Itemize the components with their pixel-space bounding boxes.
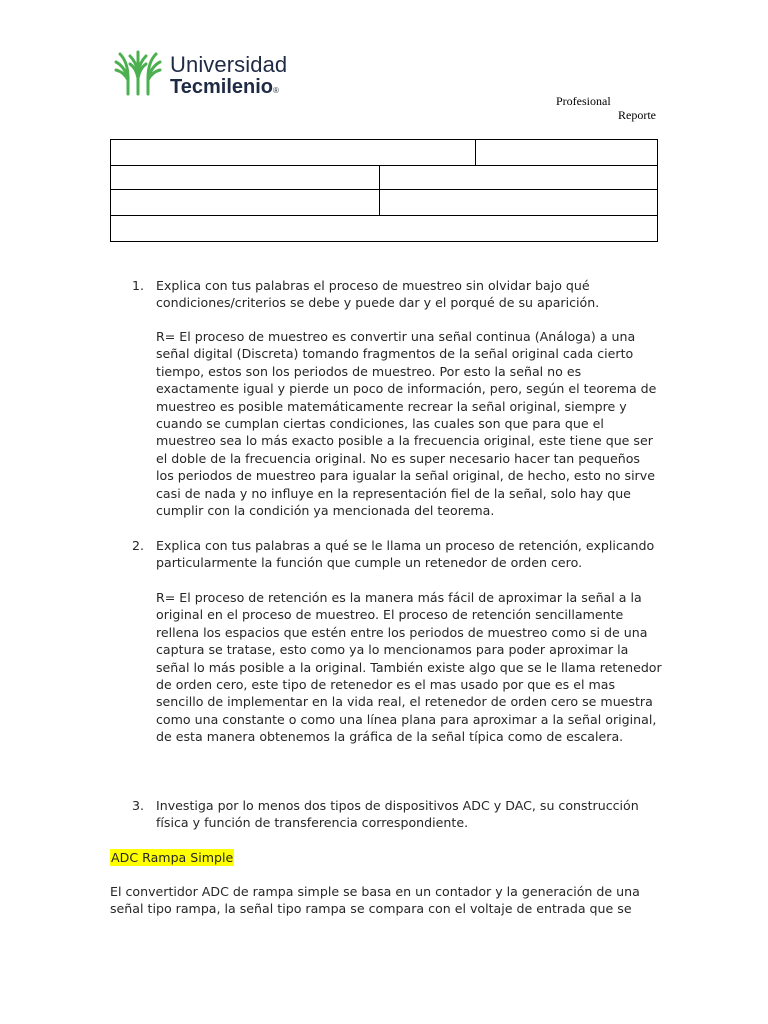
table-cell-divider (475, 140, 476, 165)
header-reporte: Reporte (618, 108, 656, 122)
logo-text-universidad: Universidad (170, 52, 288, 77)
tecmilenio-mark-icon (114, 48, 164, 98)
table-cell-divider (379, 165, 380, 189)
header-info-table (110, 139, 658, 242)
table-row (110, 139, 658, 166)
section-paragraph: El convertidor ADC de rampa simple se basa en un contador y la generación de una señal tipo rampa, la señal tipo rampa se compara con el voltaje de entrada que se (110, 884, 640, 917)
question-3: Investiga por lo menos dos tipos de dispositivos ADC y DAC, su construcción física y función de transferencia correspondiente. (156, 798, 639, 831)
section-heading-highlighted: ADC Rampa Simple (111, 850, 234, 865)
question-1: Explica con tus palabras el proceso de muestreo sin olvidar bajo qué condiciones/criterios se debe y puede dar y el porqué de su aparición. (156, 278, 600, 311)
table-row (110, 216, 658, 242)
list-number-2: 2. (132, 538, 145, 553)
answer-1: R= El proceso de muestreo es convertir una señal continua (Análoga) a una señal digital (Discreta) tomando fragmentos de la señal original cada cierto tiempo, estos son los periodos de muestreo. Por esto la señal no es exactamente igual y pierde un poco de información, pero, según el teorema de muestreo es posible matemáticamente recrear la señal original, siempre y cuando se cumplan ciertas condiciones, las cuales son que para que el muestreo sea lo más exacto posible a la frecuencia original, este tiene que ser el doble de la frecuencia original. No es super necesario hacer tan pequeños los periodos de muestreo para igualar la señal original, de hecho, esto no sirve casi de nada y no influye en la representación fiel de la señal, solo hay que cumplir con la condición ya mencionada del teorema. (156, 329, 657, 519)
trademark-symbol: ® (273, 86, 279, 95)
header-profesional: Profesional (556, 94, 611, 108)
list-number-3: 3. (132, 798, 145, 813)
question-2: Explica con tus palabras a qué se le llama un proceso de retención, explicando particularmente la función que cumple un retenedor de orden cero. (156, 538, 655, 571)
answer-2: R= El proceso de retención es la manera más fácil de aproximar la señal a la original en el proceso de muestreo. El proceso de retención sencillamente rellena los espacios que estén entre los periodos de muestreo como si de una captura se tratase, esto como ya lo mencionamos para poder aproximar la señal lo más posible a la original. También existe algo que se le llama retenedor de orden cero, este tipo de retenedor es el mas usado por que es el mas sencillo de implementar en la vida real, el retenedor de orden cero se muestra como una constante o como una línea plana para aproximar a la señal original, de esta manera obtenemos la gráfica de la señal típica como de escalera. (156, 590, 662, 745)
university-logo (114, 48, 314, 100)
logo-text-tecmilenio: Tecmilenio® (170, 76, 279, 98)
table-row (110, 165, 658, 190)
table-cell-divider (379, 190, 380, 215)
list-number-1: 1. (132, 278, 145, 293)
table-row (110, 190, 658, 216)
